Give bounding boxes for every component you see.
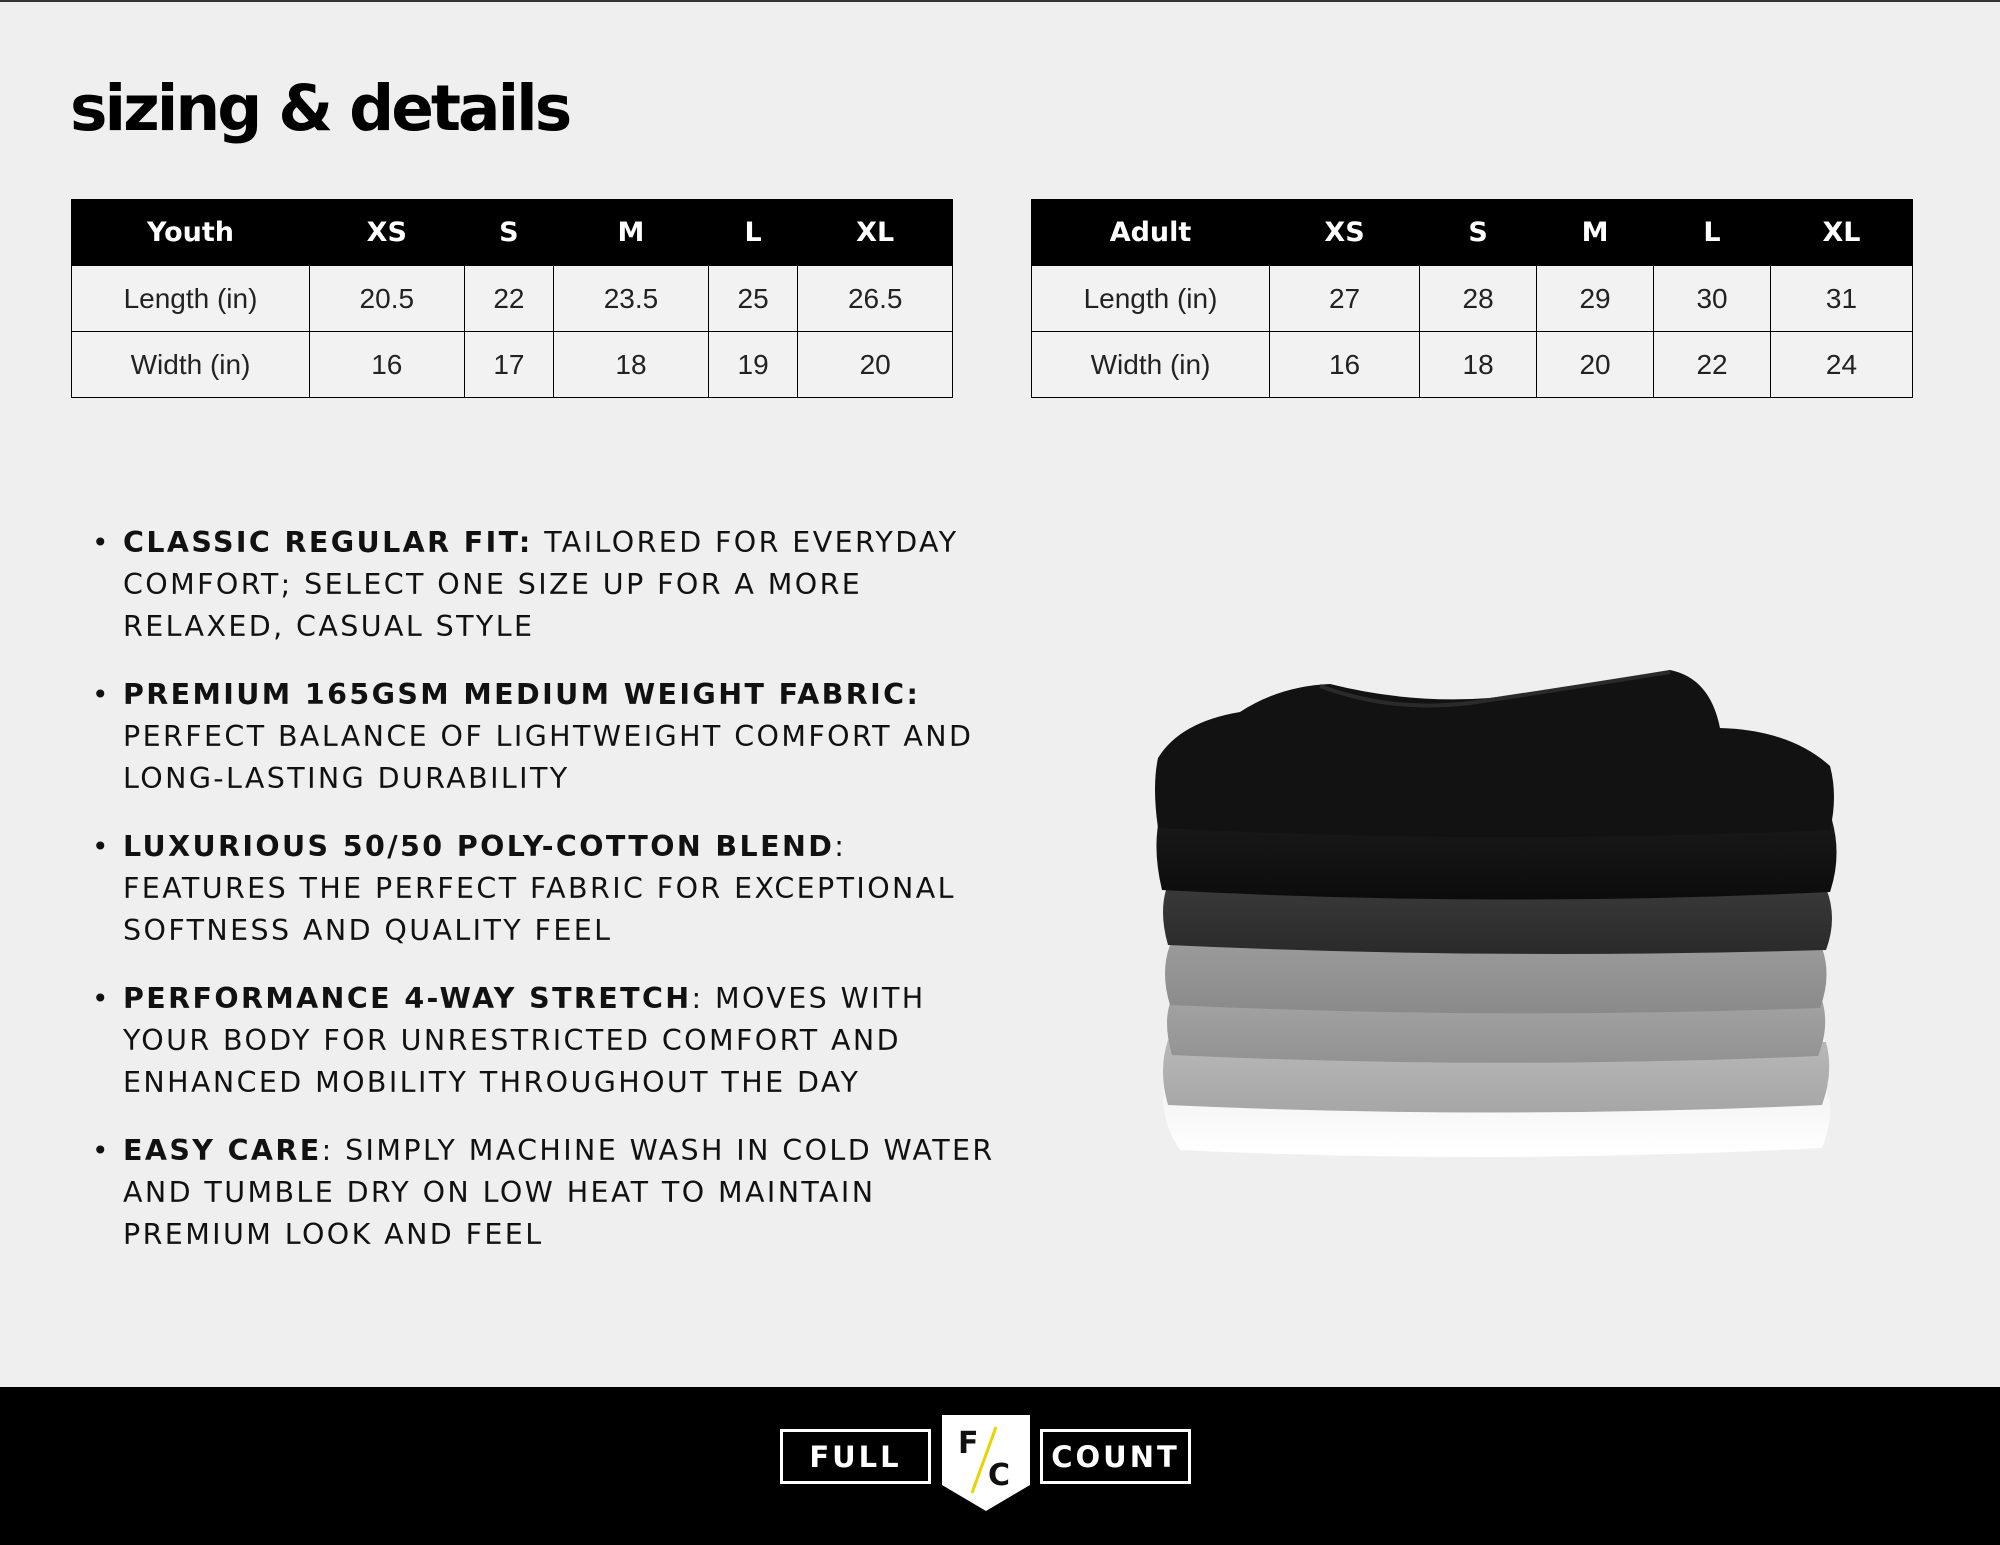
- table-row: [72, 332, 953, 398]
- svg-text:C: C: [988, 1458, 1011, 1493]
- table-cell: 20: [798, 332, 953, 398]
- table-cell: 24: [1771, 332, 1913, 398]
- table-cell: 16: [310, 332, 465, 398]
- table-row: [1032, 266, 1913, 332]
- bullet-icon: •: [92, 526, 111, 559]
- table-cell: 22: [1654, 332, 1771, 398]
- table-cell: 25: [708, 266, 798, 332]
- bullet-icon: •: [92, 678, 111, 711]
- table-cell: 19: [708, 332, 798, 398]
- table-header-cell: L: [1654, 200, 1771, 266]
- svg-text:F: F: [958, 1426, 979, 1461]
- table-cell: 23.5: [554, 266, 709, 332]
- bullet-icon: •: [92, 830, 111, 863]
- table-row: [1032, 332, 1913, 398]
- feature-list: [92, 522, 1006, 1282]
- table-header-cell: M: [1537, 200, 1654, 266]
- row-label: Length (in): [72, 266, 310, 332]
- table-cell: 17: [464, 332, 554, 398]
- table-header-row: [72, 200, 953, 266]
- fc-shield-icon: [938, 1413, 1034, 1513]
- table-cell: 26.5: [798, 266, 953, 332]
- table-header-cell: S: [1420, 200, 1537, 266]
- feature-title: EASY CARE: [123, 1134, 322, 1167]
- row-label: Width (in): [1032, 332, 1270, 398]
- list-item: [92, 1130, 1006, 1256]
- row-label: Width (in): [72, 332, 310, 398]
- top-border: [0, 0, 2000, 2]
- feature-text: PERFECT BALANCE OF LIGHTWEIGHT COMFORT AND LONG-LASTING DURABILITY: [123, 720, 974, 795]
- logo-full-word: FULL: [780, 1429, 931, 1484]
- list-item: [92, 826, 1006, 952]
- logo-count-word: COUNT: [1040, 1429, 1191, 1484]
- table-header-cell: XS: [1270, 200, 1420, 266]
- table-header-cell: S: [464, 200, 554, 266]
- feature-title: PREMIUM 165GSM MEDIUM WEIGHT FABRIC:: [123, 678, 921, 711]
- list-item: [92, 674, 1006, 800]
- table-header-cell: L: [708, 200, 798, 266]
- table-cell: 30: [1654, 266, 1771, 332]
- feature-title: PERFORMANCE 4-WAY STRETCH: [123, 982, 692, 1015]
- table-cell: 22: [464, 266, 554, 332]
- table-cell: 20: [1537, 332, 1654, 398]
- list-item: [92, 978, 1006, 1104]
- table-header-row: [1032, 200, 1913, 266]
- row-label: Length (in): [1032, 266, 1270, 332]
- table-header-cell: M: [554, 200, 709, 266]
- bullet-icon: •: [92, 982, 111, 1015]
- table-header-cell: XL: [1771, 200, 1913, 266]
- feature-text: : MOVES WITH YOUR BODY FOR UNRESTRICTED COMFORT AND ENHANCED MOBILITY THROUGHOUT THE DAY: [123, 982, 926, 1099]
- table-cell: 18: [1420, 332, 1537, 398]
- feature-text: : FEATURES THE PERFECT FABRIC FOR EXCEPTIONAL SOFTNESS AND QUALITY FEEL: [123, 830, 956, 947]
- table-cell: 27: [1270, 266, 1420, 332]
- table-cell: 28: [1420, 266, 1537, 332]
- full-count-logo: [778, 1413, 1192, 1513]
- youth-size-table: [71, 199, 953, 398]
- table-cell: 31: [1771, 266, 1913, 332]
- table-cell: 20.5: [310, 266, 465, 332]
- table-header-cell: XL: [798, 200, 953, 266]
- table-cell: 16: [1270, 332, 1420, 398]
- table-header-cell: Youth: [72, 200, 310, 266]
- table-cell: 29: [1537, 266, 1654, 332]
- table-row: [72, 266, 953, 332]
- list-item: [92, 522, 1006, 648]
- folded-tshirt-stack-image: [1150, 660, 1850, 1170]
- table-header-cell: XS: [310, 200, 465, 266]
- feature-text: TAILORED FOR EVERYDAY COMFORT; SELECT ONE SIZE UP FOR A MORE RELAXED, CASUAL STYLE: [123, 526, 959, 643]
- feature-title: CLASSIC REGULAR FIT:: [123, 526, 533, 559]
- table-header-cell: Adult: [1032, 200, 1270, 266]
- page-title: sizing & details: [70, 72, 570, 145]
- bullet-icon: •: [92, 1134, 111, 1167]
- feature-text: : SIMPLY MACHINE WASH IN COLD WATER AND TUMBLE DRY ON LOW HEAT TO MAINTAIN PREMIUM LOOK AND FEEL: [123, 1134, 995, 1251]
- adult-size-table: [1031, 199, 1913, 398]
- table-cell: 18: [554, 332, 709, 398]
- feature-title: LUXURIOUS 50/50 POLY-COTTON BLEND: [123, 830, 835, 863]
